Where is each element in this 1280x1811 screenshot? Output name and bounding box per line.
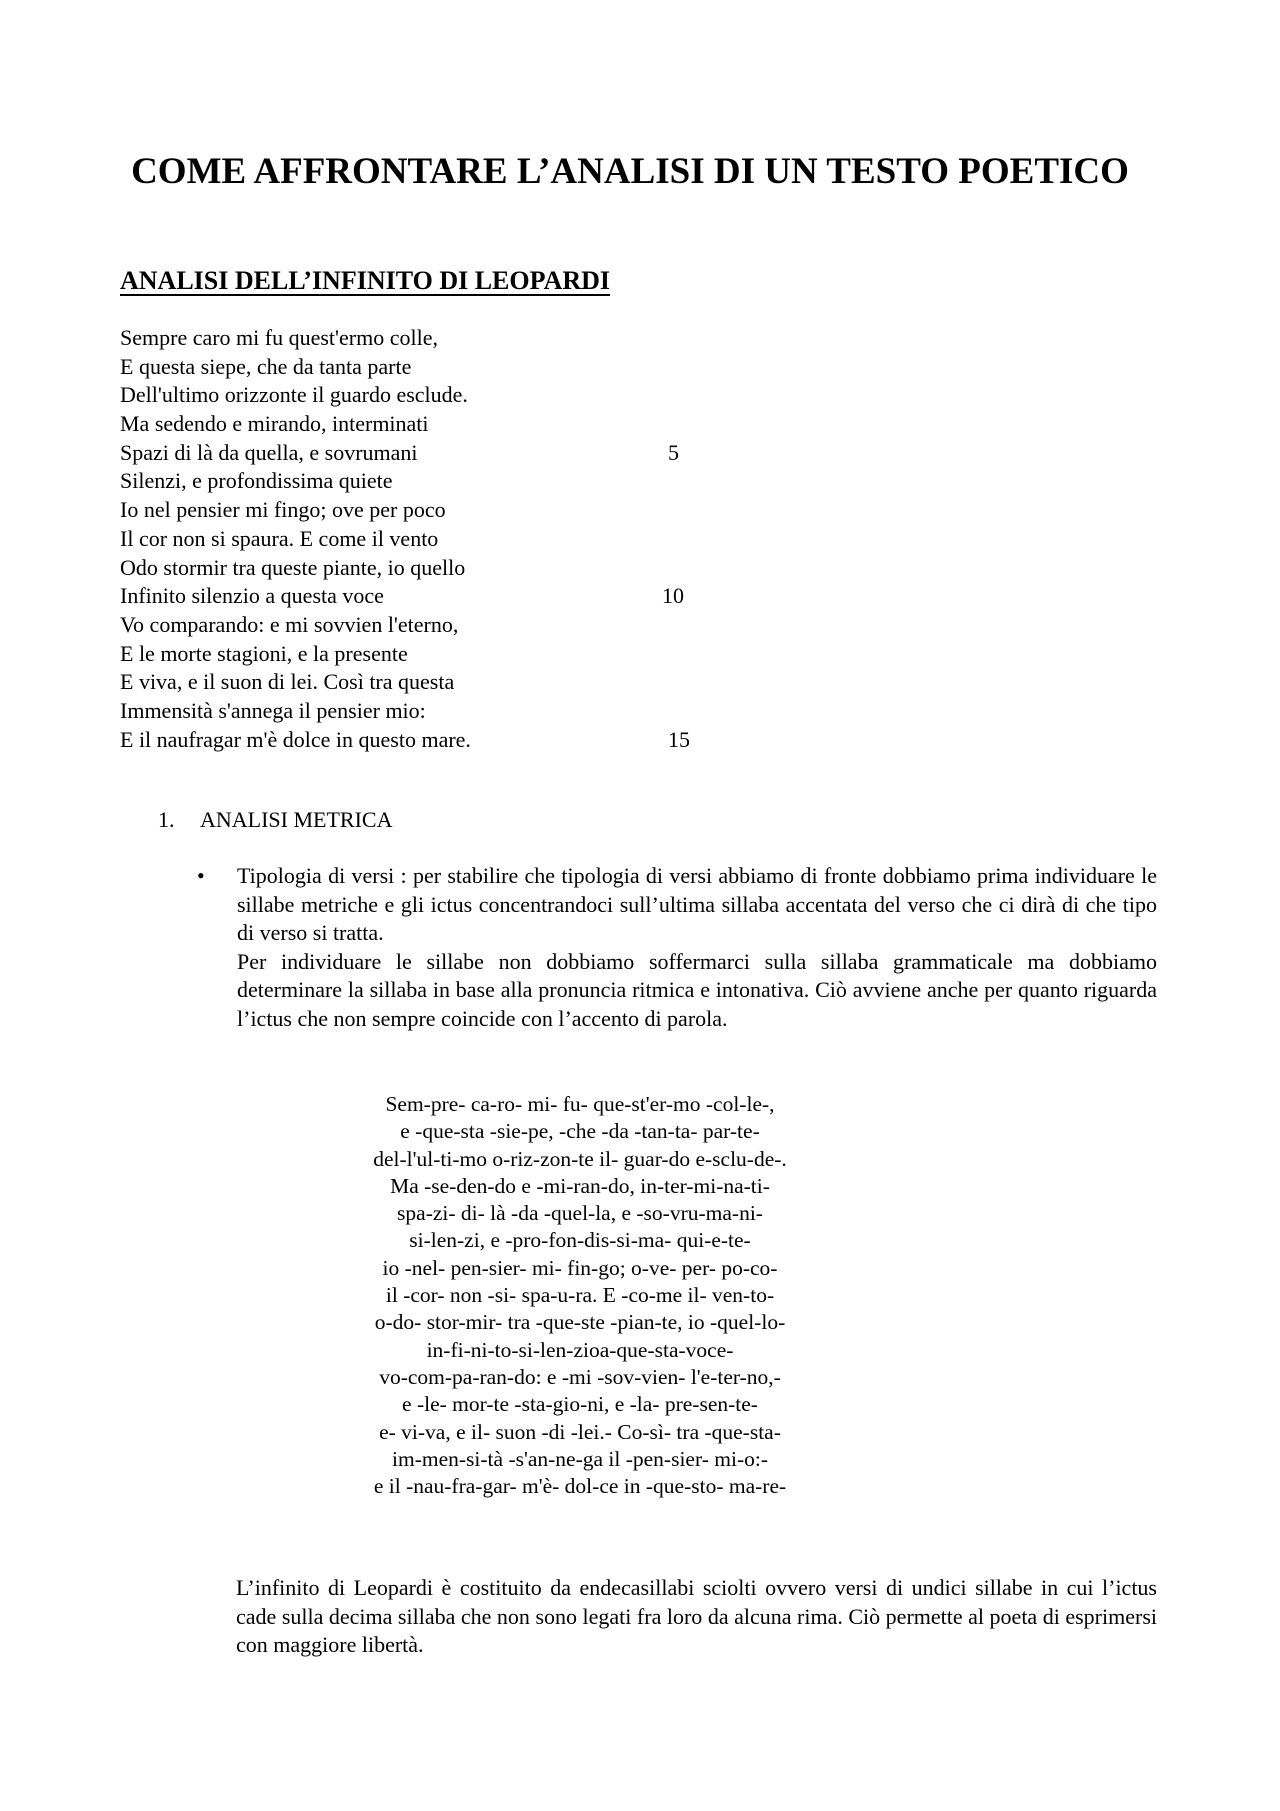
poem-text [120,324,740,754]
section-heading-metric-analysis [158,805,393,835]
poem-line: Odo stormir tra queste piante, io quello [120,554,466,580]
section-number: 1. [158,807,175,832]
syllable-line: o-do- stor-mir- tra -que-ste -pian-te, io -quel-lo- [374,1310,786,1335]
syllable-line: e il -nau-fra-gar- m'è- dol-ce in -que-sto- ma-re- [373,1474,787,1499]
poem-line: E le morte stagioni, e la presente [120,640,408,666]
poem-line: Sempre caro mi fu quest'ermo colle, [120,325,438,350]
section-subtitle: ANALISI DELL’INFINITO DI LEOPARDI [120,266,611,295]
poem-line: Spazi di là da quella, e sovrumani 5 [120,439,740,468]
paragraph: Tipologia di versi : per stabilire che tipologia di versi abbiamo di fronte dobbiamo prima individuare le sillabe metriche e gli ictus concentrandoci sull’ultima sillaba accentata del verso che ci dirà di che tipo di verso si tratta. [237,863,1157,946]
syllable-division [290,1091,870,1500]
paragraph: Per individuare le sillabe non dobbiamo soffermarci sulla sillaba grammaticale ma dobbiamo determinare la sillaba in base alla pronuncia ritmica e intonativa. Ciò avviene anche per quanto riguarda l’ictus che non sempre coincide con l’accento di parola. [237,948,1157,1031]
poem-line: Silenzi, e profondissima quiete [120,468,393,494]
poem-line: Infinito silenzio a questa voce 10 [120,582,740,611]
poem-line: E il naufragar m'è dolce in questo mare. 15 [120,726,740,755]
conclusion-paragraph: L’infinito di Leopardi è costituito da endecasillabi sciolti ovvero versi di undici sillabe in cui l’ictus cade sulla decima sillaba che non sono legati fra loro da alcuna rima. Ciò permette al poeta di esprimersi con maggiore libertà. [236,1575,1157,1658]
line-number: 5 [668,439,679,465]
poem-line: E viva, e il suon di lei. Così tra questa [120,669,455,695]
syllable-line: Ma -se-den-do e -mi-ran-do, in-ter-mi-na-ti- [390,1173,770,1198]
poem-line: E questa siepe, che da tanta parte [120,353,412,379]
syllable-line: si-len-zi, e -pro-fon-dis-si-ma- qui-e-te- [409,1228,751,1253]
syllable-line: im-men-si-tà -s'an-ne-ga il -pen-sier- mi-o:- [392,1446,768,1471]
poem-line: Dell'ultimo orizzonte il guardo esclude. [120,382,468,408]
section-label: ANALISI METRICA [200,807,393,832]
page-title: COME AFFRONTARE L’ANALISI DI UN TESTO POETICO [131,151,1129,192]
syllable-line: io -nel- pen-sier- mi- fin-go; o-ve- per- po-co- [382,1255,778,1280]
syllable-line: e -le- mor-te -sta-gio-ni, e -la- pre-sen-te- [402,1392,758,1417]
syllable-line: e -que-sta -sie-pe, -che -da -tan-ta- par-te- [400,1119,760,1144]
line-number: 15 [668,726,690,752]
syllable-line: Sem-pre- ca-ro- mi- fu- que-st'er-mo -col-le-, [385,1092,775,1116]
poem-line: Ma sedendo e mirando, interminati [120,411,429,437]
poem-line: Vo comparando: e mi sovvien l'eterno, [120,611,459,637]
bullet-text [237,862,1157,1034]
syllable-line: il -cor- non -si- spa-u-ra. E -co-me il- ven-to- [385,1283,775,1308]
syllable-line: vo-com-pa-ran-do: e -mi -sov-vien- l'e-ter-no,- [379,1364,781,1389]
poem-line: Io nel pensier mi fingo; ove per poco [120,497,446,523]
syllable-line: e- vi-va, e il- suon -di -lei.- Co-sì- tra -que-sta- [379,1419,781,1444]
poem-line: Immensità s'annega il pensier mio: [120,697,426,723]
syllable-line: spa-zi- di- là -da -quel-la, e -so-vru-ma-ni- [397,1201,763,1226]
poem-line: Il cor non si spaura. E come il vento [120,525,439,551]
syllable-line: del-l'ul-ti-mo o-riz-zon-te il- guar-do e-sclu-de-. [373,1146,787,1171]
bullet-icon: • [197,863,205,888]
syllable-line: in-fi-ni-to-si-len-zioa-que-sta-voce- [426,1337,734,1362]
line-number: 10 [662,583,684,609]
